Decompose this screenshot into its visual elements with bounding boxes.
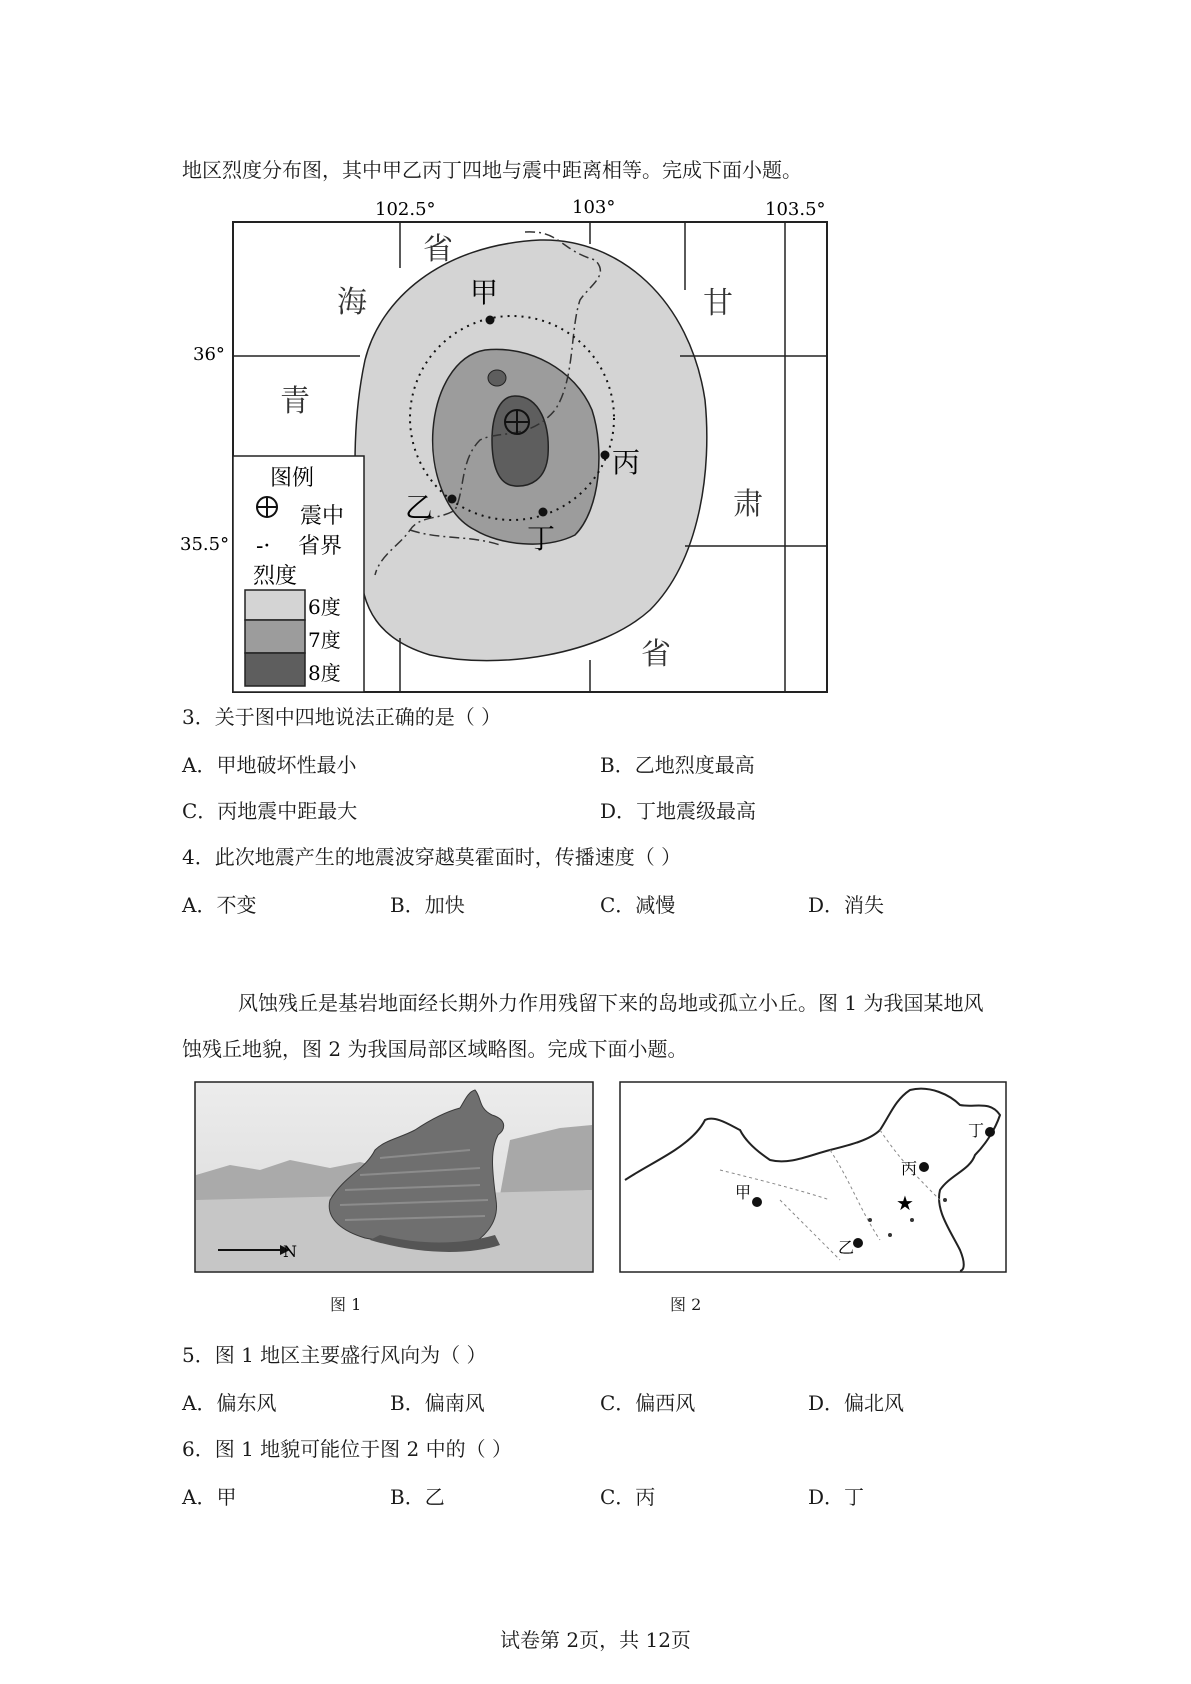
svg-text:7度: 7度 bbox=[308, 628, 341, 652]
q4-option-c[interactable]: C．减慢 bbox=[600, 893, 676, 917]
q5-option-c[interactable]: C．偏西风 bbox=[600, 1391, 696, 1415]
intro-text: 地区烈度分布图，其中甲乙丙丁四地与震中距离相等。完成下面小题。 bbox=[182, 158, 802, 182]
province-sheng-1: 省 bbox=[423, 232, 453, 267]
q3-option-a[interactable]: A．甲地破坏性最小 bbox=[182, 753, 357, 777]
svg-text:震中: 震中 bbox=[300, 504, 345, 529]
svg-text:烈度: 烈度 bbox=[253, 564, 298, 589]
para2-line1: 风蚀残丘是基岩地面经长期外力作用残留下来的岛地或孤立小丘。图 1 为我国某地风 bbox=[238, 991, 984, 1015]
q5-option-b[interactable]: B．偏南风 bbox=[390, 1391, 485, 1415]
q4-option-a[interactable]: A．不变 bbox=[182, 893, 257, 917]
province-hai: 海 bbox=[337, 285, 367, 320]
fig2-caption: 图 2 bbox=[670, 1295, 702, 1314]
page-footer: 试卷第 2页，共 12页 bbox=[500, 1628, 691, 1652]
lon-label-103: 103° bbox=[572, 197, 616, 218]
q5-stem: 5．图 1 地区主要盛行风向为（ ） bbox=[182, 1343, 487, 1367]
label-yi: 乙 bbox=[405, 491, 434, 524]
q6-option-d[interactable]: D．丁 bbox=[808, 1485, 865, 1509]
province-su: 肃 bbox=[733, 487, 763, 522]
svg-text:8度: 8度 bbox=[308, 661, 341, 685]
q6-stem: 6．图 1 地貌可能位于图 2 中的（ ） bbox=[182, 1437, 512, 1461]
q3-stem: 3．关于图中四地说法正确的是（ ） bbox=[182, 705, 502, 729]
lat-label-355: 35.5° bbox=[180, 534, 230, 555]
fig2-label-yi: 乙 bbox=[838, 1238, 855, 1257]
q6-option-c[interactable]: C．丙 bbox=[600, 1485, 656, 1509]
q4-option-b[interactable]: B．加快 bbox=[390, 893, 465, 917]
lon-label-1035: 103.5° bbox=[765, 199, 826, 220]
fig2-label-jia: 甲 bbox=[735, 1183, 752, 1202]
q6-option-a[interactable]: A．甲 bbox=[182, 1485, 237, 1509]
q3-option-b[interactable]: B．乙地烈度最高 bbox=[600, 753, 755, 777]
svg-text:6度: 6度 bbox=[308, 595, 341, 619]
svg-text:-·: -· bbox=[256, 534, 271, 559]
q4-option-d[interactable]: D．消失 bbox=[808, 893, 885, 917]
q4-stem: 4．此次地震产生的地震波穿越莫霍面时，传播速度（ ） bbox=[182, 845, 682, 869]
q3-option-c[interactable]: C．丙地震中距最大 bbox=[182, 799, 358, 823]
q6-option-b[interactable]: B．乙 bbox=[390, 1485, 445, 1509]
q5-option-d[interactable]: D．偏北风 bbox=[808, 1391, 905, 1415]
label-jia: 甲 bbox=[470, 276, 499, 309]
province-qing: 青 bbox=[280, 384, 310, 419]
lat-label-36: 36° bbox=[193, 344, 225, 365]
north-arrow-label: N bbox=[283, 1242, 297, 1261]
fig1-caption: 图 1 bbox=[330, 1295, 362, 1314]
q3-option-d[interactable]: D．丁地震级最高 bbox=[600, 799, 757, 823]
capital-star-icon: ★ bbox=[896, 1191, 914, 1215]
q5-option-a[interactable]: A．偏东风 bbox=[182, 1391, 277, 1415]
svg-text:图例: 图例 bbox=[270, 466, 315, 491]
svg-text:省界: 省界 bbox=[298, 534, 343, 559]
province-sheng-2: 省 bbox=[641, 637, 671, 672]
lon-label-1025: 102.5° bbox=[375, 199, 436, 220]
fig2-label-bing: 丙 bbox=[901, 1159, 918, 1178]
province-gan: 甘 bbox=[703, 286, 733, 321]
fig2-label-ding: 丁 bbox=[968, 1121, 985, 1140]
label-bing: 丙 bbox=[612, 446, 641, 479]
label-ding: 丁 bbox=[527, 522, 556, 555]
para2-line2: 蚀残丘地貌，图 2 为我国局部区域略图。完成下面小题。 bbox=[182, 1037, 688, 1061]
